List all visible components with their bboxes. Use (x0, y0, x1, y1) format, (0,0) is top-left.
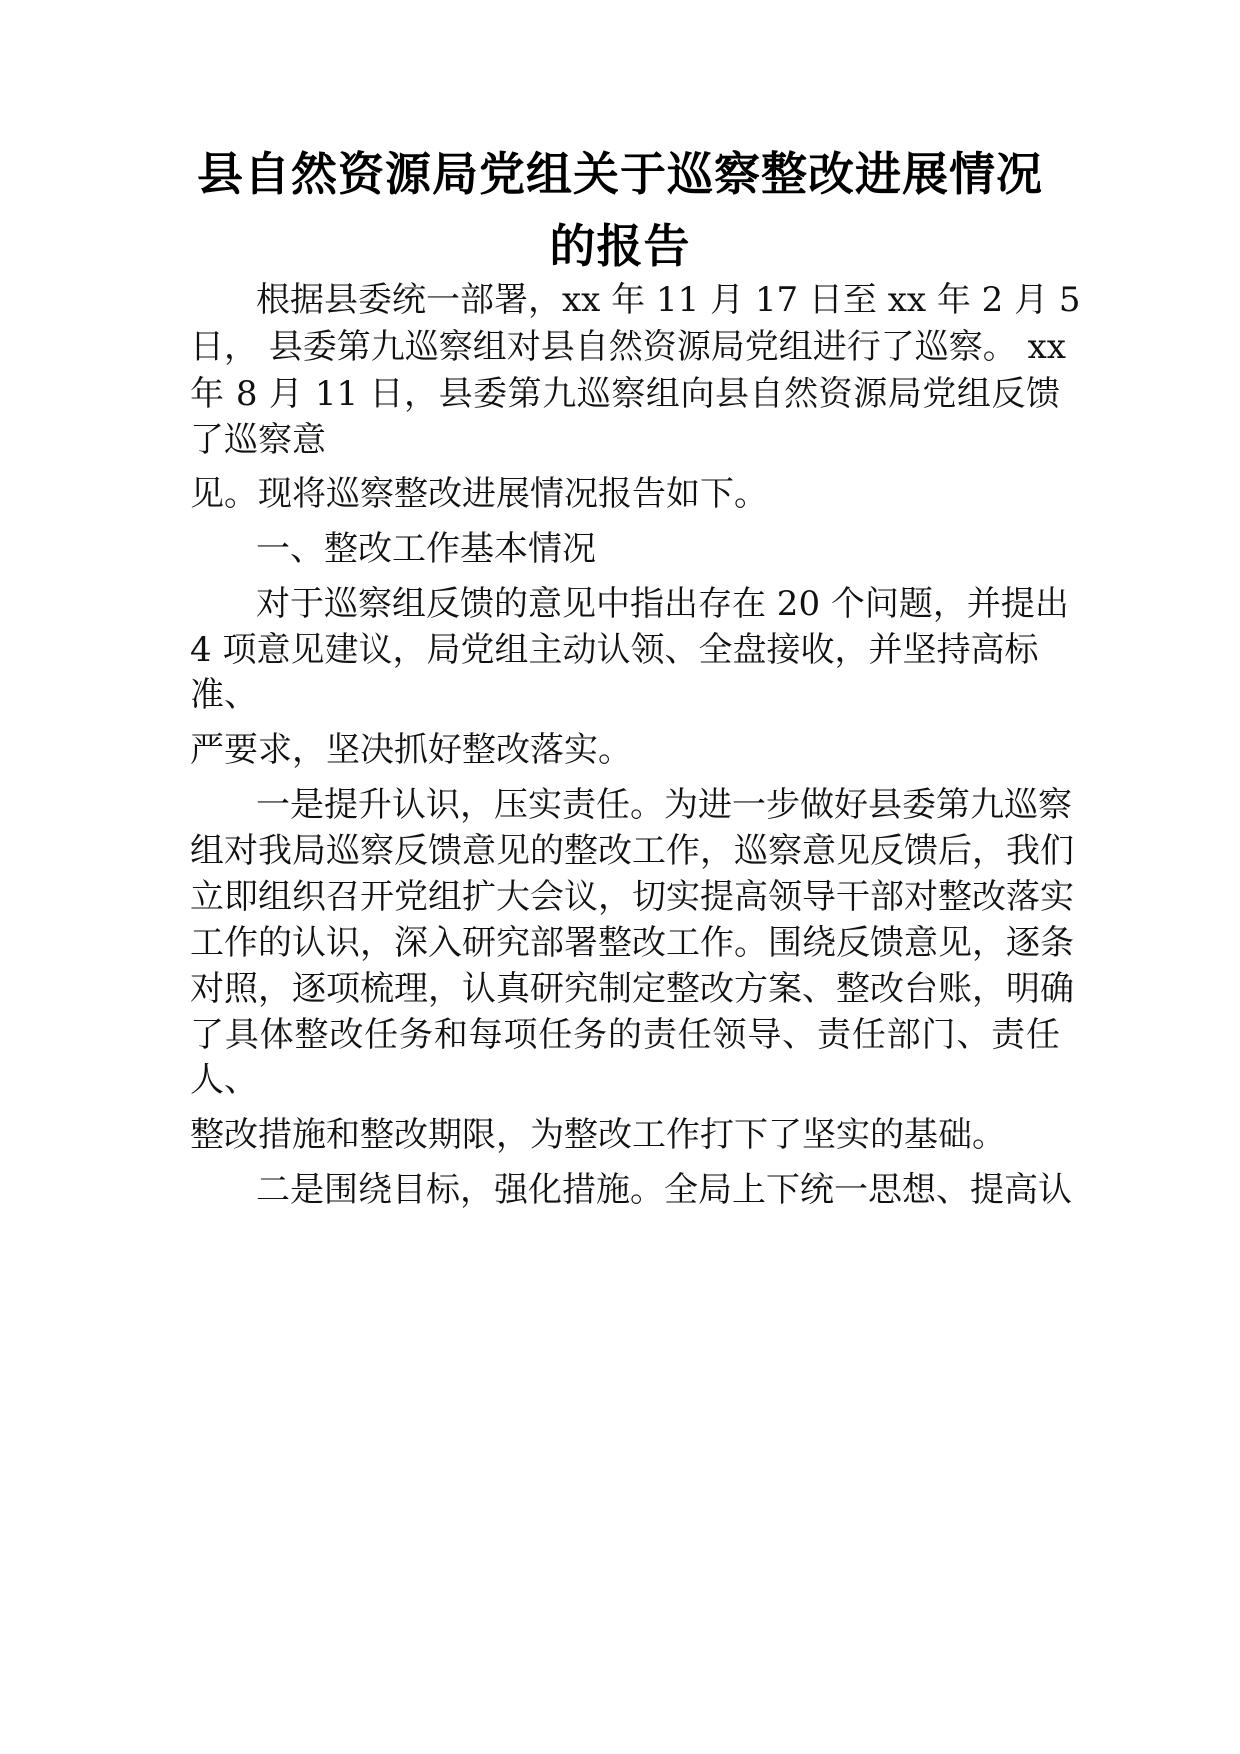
paragraph-5-line-1: 一是提升认识，压实责任。为进一步做好县委第九巡察 (256, 785, 1072, 825)
paragraph-5-line-6: 了具体整改任务和每项任务的责任领导、责任部门、责任 (190, 1015, 1060, 1055)
paragraph-1-line-3: 年 8 月 11 日，县委第九巡察组向县自然资源局党组反馈 (190, 374, 1060, 414)
section-heading-1: 一、整改工作基本情况 (256, 529, 596, 569)
paragraph-3-line-1: 对于巡察组反馈的意见中指出存在 20 个问题，并提出 (256, 584, 1069, 624)
paragraph-1-line-4: 了巡察意 (190, 420, 326, 460)
paragraph-5-line-5: 对照，逐项梳理，认真研究制定整改方案、整改台账，明确 (190, 969, 1074, 1009)
document-title-line-1: 县自然资源局党组关于巡察整改进展情况 (197, 147, 1043, 201)
paragraph-6-line-1: 整改措施和整改期限，为整改工作打下了坚实的基础。 (190, 1115, 1006, 1155)
paragraph-3-line-2: 4 项意见建议，局党组主动认领、全盘接收，并坚持高标 (190, 630, 1039, 670)
paragraph-5-line-2: 组对我局巡察反馈意见的整改工作，巡察意见反馈后，我们 (190, 831, 1074, 871)
paragraph-3-line-3: 准、 (190, 675, 258, 715)
paragraph-1-line-2: 日， 县委第九巡察组对县自然资源局党组进行了巡察。 xx (190, 327, 1066, 367)
document-title-line-2: 的报告 (549, 219, 691, 273)
paragraph-5-line-7: 人、 (190, 1060, 258, 1100)
paragraph-5-line-4: 工作的认识，深入研究部署整改工作。围绕反馈意见，逐条 (190, 923, 1074, 963)
paragraph-2-line-1: 见。现将巡察整改进展情况报告如下。 (190, 474, 768, 514)
paragraph-4-line-1: 严要求，坚决抓好整改落实。 (190, 730, 632, 770)
paragraph-5-line-3: 立即组织召开党组扩大会议，切实提高领导干部对整改落实 (190, 877, 1074, 917)
paragraph-7-line-1: 二是围绕目标，强化措施。全局上下统一思想、提高认 (256, 1170, 1072, 1210)
paragraph-1-line-1: 根据县委统一部署，xx 年 11 月 17 日至 xx 年 2 月 5 (256, 280, 1081, 320)
